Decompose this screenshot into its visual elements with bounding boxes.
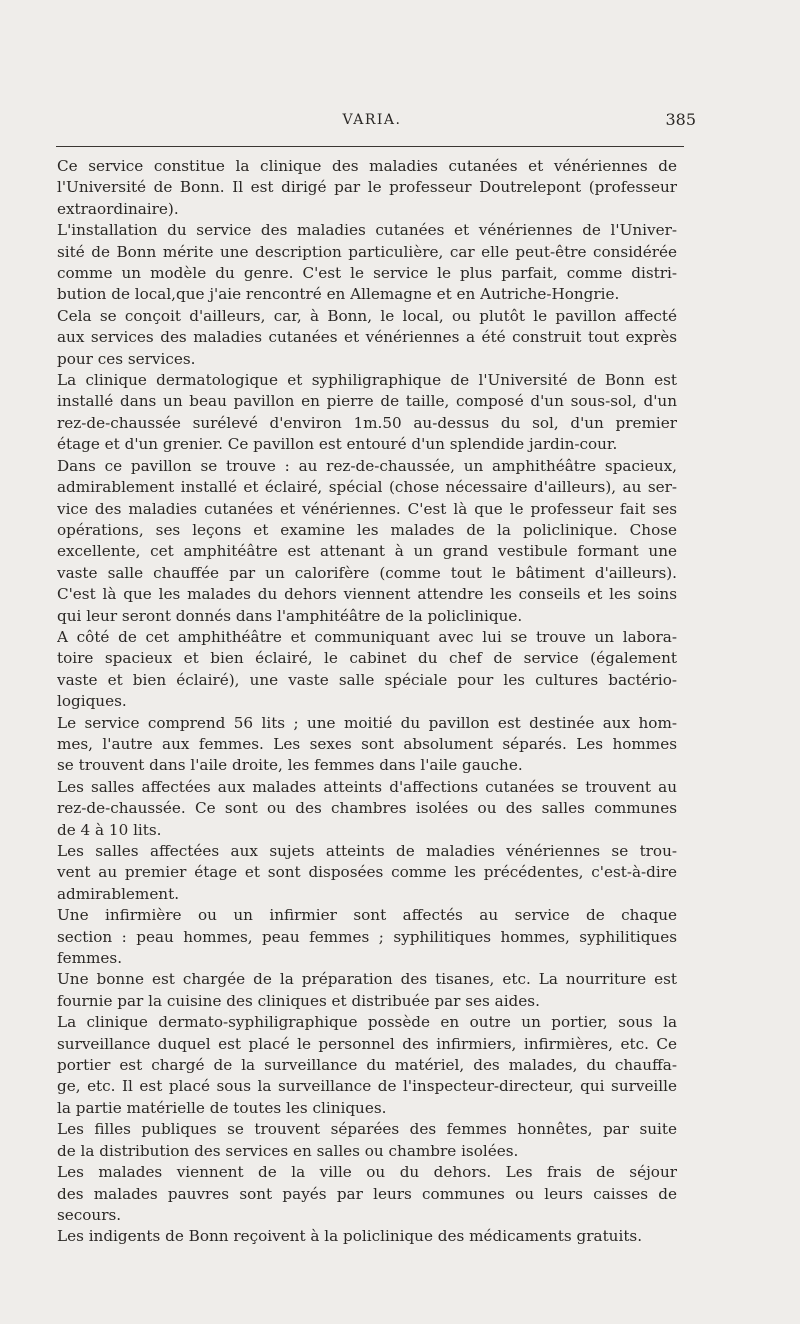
paragraph xyxy=(57,627,677,713)
text-line: A côté de cet amphithéâtre et communiquant avec lui se trouve un labora- xyxy=(57,627,677,646)
text-line: mes, l'autre aux femmes. Les sexes sont absolument séparés. Les hommes xyxy=(57,734,677,753)
paragraph xyxy=(57,1162,677,1226)
text-line: comme un modèle du genre. C'est le service le plus parfait, comme distri- xyxy=(57,264,677,283)
paragraph xyxy=(57,1119,677,1162)
text-line: ge, etc. Il est placé sous la surveillance de l'inspecteur-directeur, qui surveille xyxy=(57,1077,677,1096)
header-rule xyxy=(56,146,684,147)
text-line: Dans ce pavillon se trouve : au rez-de-chaussée, un amphithéâtre spacieux, xyxy=(57,456,677,475)
text-line: étage et d'un grenier. Ce pavillon est entouré d'un splendide jardin-cour. xyxy=(57,435,618,454)
text-line: toire spacieux et bien éclairé, le cabinet du chef de service (également xyxy=(57,649,677,668)
paragraph xyxy=(57,969,677,1012)
page-number: 385 xyxy=(665,110,696,129)
text-line: Le service comprend 56 lits ; une moitié du pavillon est destinée aux hom- xyxy=(57,713,677,732)
paragraph xyxy=(57,370,677,456)
text-line: fournie par la cuisine des cliniques et distribuée par ses aides. xyxy=(57,991,540,1010)
text-line: des malades pauvres sont payés par leurs communes ou leurs caisses de xyxy=(57,1184,677,1203)
text-line: Les salles affectées aux malades atteints d'affections cutanées se trouvent au xyxy=(57,777,677,796)
text-line: femmes. xyxy=(57,949,123,968)
paragraph xyxy=(57,713,677,777)
text-line: C'est là que les malades du dehors viennent attendre les conseils et les soins xyxy=(57,585,677,604)
text-line: bution de local,que j'aie rencontré en Allemagne et en Autriche-Hongrie. xyxy=(57,285,620,304)
text-line: La clinique dermatologique et syphiligraphique de l'Université de Bonn est xyxy=(57,371,677,390)
text-line: excellente, cet amphitéâtre est attenant à un grand vestibule formant une xyxy=(57,542,677,561)
text-line: l'Université de Bonn. Il est dirigé par le professeur Doutrelepont (professeur xyxy=(57,178,677,197)
text-line: secours. xyxy=(57,1205,122,1224)
page-body xyxy=(57,156,677,1248)
paragraph xyxy=(57,841,677,905)
text-line: qui leur seront donnés dans l'amphitéâtre de la policlinique. xyxy=(57,606,523,625)
paragraph xyxy=(57,220,677,306)
text-line: pour ces services. xyxy=(57,349,196,368)
text-line: de la distribution des services en salles ou chambre isolées. xyxy=(57,1141,519,1160)
text-line: opérations, ses leçons et examine les malades de la policlinique. Chose xyxy=(57,520,677,539)
text-line: Une infirmière ou un infirmier sont affectés au service de chaque xyxy=(57,906,677,925)
text-line: section : peau hommes, peau femmes ; syphilitiques hommes, syphilitiques xyxy=(57,927,677,946)
text-line: admirablement. xyxy=(57,884,180,903)
text-line: rez-de-chaussée. Ce sont ou des chambres isolées ou des salles communes xyxy=(57,799,677,818)
text-line: vaste et bien éclairé), une vaste salle spéciale pour les cultures bactério- xyxy=(57,670,677,689)
text-line: se trouvent dans l'aile droite, les femmes dans l'aile gauche. xyxy=(57,756,523,775)
text-line: la partie matérielle de toutes les cliniques. xyxy=(57,1098,387,1117)
text-line: de 4 à 10 lits. xyxy=(57,820,162,839)
text-line: surveillance duquel est placé le personnel des infirmiers, infirmières, etc. Ce xyxy=(57,1034,677,1053)
text-line: logiques. xyxy=(57,692,127,711)
paragraph xyxy=(57,156,677,220)
text-line: Les malades viennent de la ville ou du dehors. Les frais de séjour xyxy=(57,1163,677,1182)
text-line: Une bonne est chargée de la préparation des tisanes, etc. La nourriture est xyxy=(57,970,677,989)
text-line: Les salles affectées aux sujets atteints de maladies vénériennes se trou- xyxy=(57,842,677,860)
paragraph xyxy=(57,456,677,627)
text-line: Les indigents de Bonn reçoivent à la policlinique des médicaments gratuits. xyxy=(57,1227,643,1246)
text-line: vaste salle chauffée par un calorifère (comme tout le bâtiment d'ailleurs). xyxy=(57,563,677,582)
text-line: portier est chargé de la surveillance du matériel, des malades, du chauffa- xyxy=(57,1056,677,1075)
paragraph xyxy=(57,905,677,969)
paragraph xyxy=(57,777,677,841)
text-line: aux services des maladies cutanées et vénériennes a été construit tout exprès xyxy=(57,328,677,347)
paragraph xyxy=(57,1226,677,1247)
text-line: rez-de-chaussée surélevé d'environ 1m.50 au-dessus du sol, d'un premier xyxy=(57,413,677,432)
text-line: Ce service constitue la clinique des maladies cutanées et vénériennes de xyxy=(57,157,677,175)
paragraph xyxy=(57,1012,677,1119)
text-line: vent au premier étage et sont disposées comme les précédentes, c'est-à-dire xyxy=(57,863,677,882)
text-line: La clinique dermato-syphiligraphique possède en outre un portier, sous la xyxy=(57,1013,677,1032)
text-line: L'installation du service des maladies cutanées et vénériennes de l'Univer- xyxy=(57,221,677,240)
text-line: Les filles publiques se trouvent séparées des femmes honnêtes, par suite xyxy=(57,1120,677,1139)
text-line: extraordinaire). xyxy=(57,199,179,218)
text-line: vice des maladies cutanées et vénériennes. C'est là que le professeur fait ses xyxy=(57,499,677,518)
running-head xyxy=(60,110,696,138)
paragraph xyxy=(57,306,677,370)
text-line: sité de Bonn mérite une description particulière, car elle peut-être considérée xyxy=(57,242,677,261)
running-head-title: VARIA. xyxy=(342,112,402,128)
text-line: Cela se conçoit d'ailleurs, car, à Bonn, le local, ou plutôt le pavillon affecté xyxy=(57,306,677,325)
text-line: admirablement installé et éclairé, spécial (chose nécessaire d'ailleurs), au ser- xyxy=(57,478,677,497)
text-line: installé dans un beau pavillon en pierre de taille, composé d'un sous-sol, d'un xyxy=(57,392,677,411)
